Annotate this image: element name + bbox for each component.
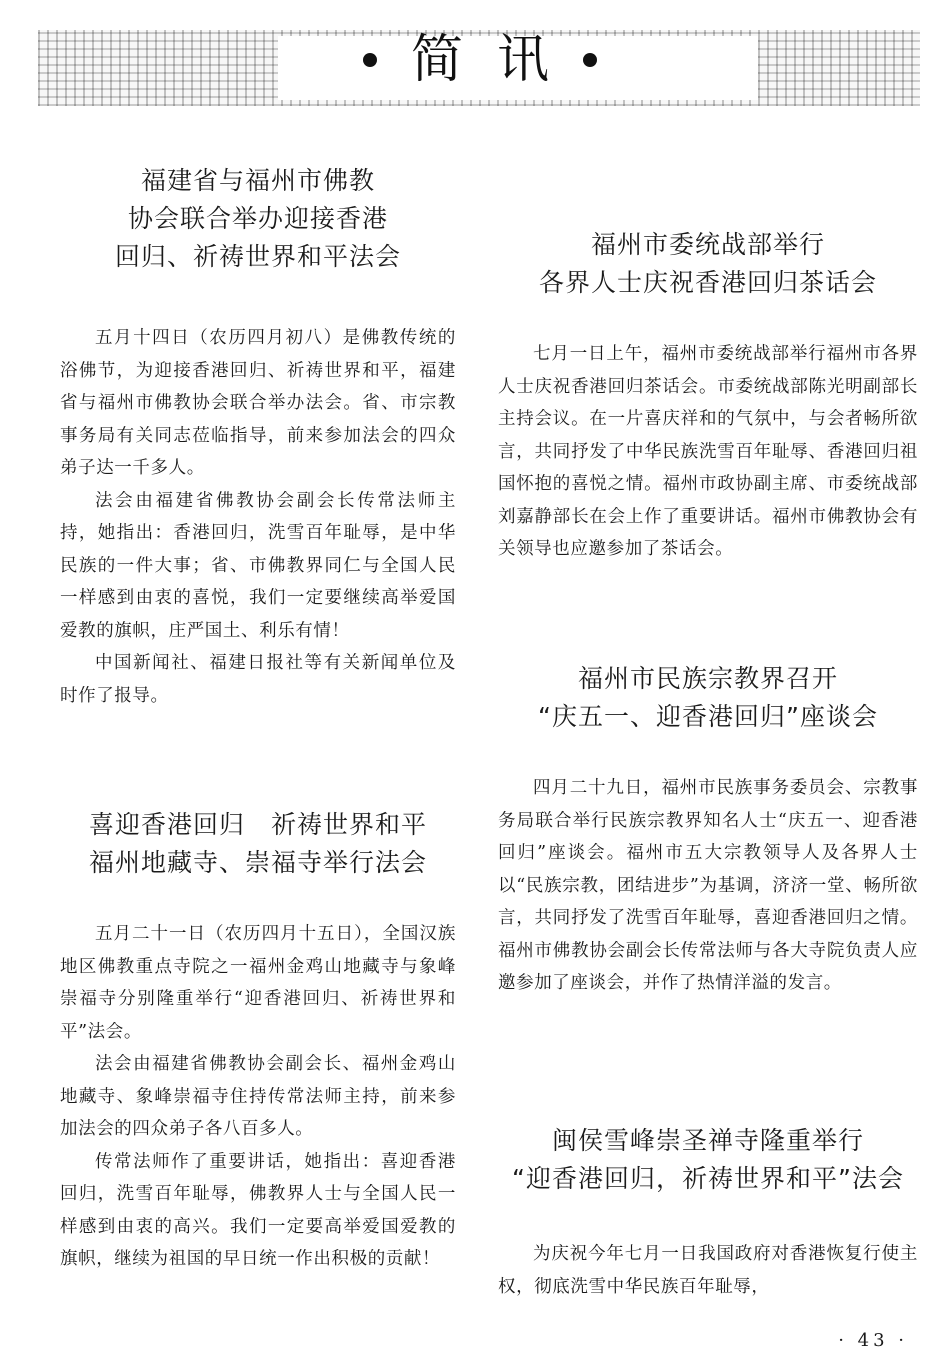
title-line: 闽侯雪峰崇圣禅寺隆重举行 — [551, 1126, 864, 1155]
title-line: “庆五一、迎香港回归”座谈会 — [538, 702, 878, 731]
title-line: 福建省与福州市佛教 — [140, 166, 375, 195]
article-body — [60, 322, 456, 712]
article-title — [498, 660, 918, 736]
article-body — [498, 338, 918, 566]
article-body — [498, 1238, 918, 1303]
paragraph: 法会由福建省佛教协会副会长、福州金鸡山地藏寺、象峰崇福寺住持传常法师主持，前来参加法会的四众弟子各八百多人。 — [60, 1054, 456, 1139]
paragraph: 四月二十九日，福州市民族事务委员会、宗教事务局联合举行民族宗教界知名人士“庆五一、迎香港回归”座谈会。福州市五大宗教领导人及各界人士以“民族宗教，团结进步”为基调，济济一堂、畅所欲言，共同抒发了洗雪百年耻辱，喜迎香港回归之情。福州市佛教协会副会长传常法师与各大寺院负责人应邀参加了座谈会，并作了热情洋溢的发言。 — [498, 778, 918, 993]
title-line: 各界人士庆祝香港回归茶话会 — [538, 268, 877, 297]
paragraph: 五月二十一日（农历四月十五日），全国汉族地区佛教重点寺院之一福州金鸡山地藏寺与象峰崇福寺分别隆重举行“迎香港回归、祈祷世界和平”法会。 — [60, 924, 456, 1042]
paragraph: 传常法师作了重要讲话，她指出：喜迎香港回归，洗雪百年耻辱，佛教界人士与全国人民一样感到由衷的高兴。我们一定要高举爱国爱教的旗帜，继续为祖国的早日统一作出积极的贡献！ — [60, 1151, 456, 1269]
title-line: “迎香港回归，祈祷世界和平”法会 — [512, 1164, 904, 1193]
section-title-char: 讯 — [497, 30, 550, 90]
page-number: · 43 · — [838, 1330, 908, 1351]
article-title — [60, 162, 456, 276]
article-title — [498, 226, 918, 302]
article-body — [498, 772, 918, 1000]
article-title — [60, 806, 456, 882]
title-line: 协会联合举办迎接香港 — [127, 204, 388, 233]
article-body — [60, 918, 456, 1276]
paragraph: 五月十四日（农历四月初八）是佛教传统的浴佛节，为迎接香港回归、祈祷世界和平，福建省与福州市佛教协会联合举办法会。省、市宗教事务局有关同志莅临指导，前来参加法会的四众弟子达一千多人。 — [60, 328, 456, 478]
title-line: 回归、祈祷世界和平法会 — [114, 242, 401, 271]
paragraph: 法会由福建省佛教协会副会长传常法师主持，她指出：香港回归，洗雪百年耻辱，是中华民族的一件大事；省、市佛教界同仁与全国人民一样感到由衷的喜悦，我们一定要继续高举爱国爱教的旗帜，庄严国土、利乐有情！ — [60, 490, 456, 641]
bullet-dot — [583, 53, 597, 67]
section-title — [250, 30, 710, 90]
bullet-dot — [363, 53, 377, 67]
title-line: 福州市委统战部举行 — [590, 230, 825, 259]
article-title — [498, 1122, 918, 1198]
title-line: 福州市民族宗教界召开 — [577, 664, 838, 693]
section-title-char: 简 — [410, 30, 463, 90]
title-line: 喜迎香港回归 祈祷世界和平 — [88, 810, 427, 839]
title-line: 福州地藏寺、崇福寺举行法会 — [88, 848, 427, 877]
paragraph: 七月一日上午，福州市委统战部举行福州市各界人士庆祝香港回归茶话会。市委统战部陈光明副部长主持会议。在一片喜庆祥和的气氛中，与会者畅所欲言，共同抒发了中华民族洗雪百年耻辱、香港回归祖国怀抱的喜悦之情。福州市政协副主席、市委统战部刘嘉静部长在会上作了重要讲话。福州市佛教协会有关领导也应邀参加了茶话会。 — [498, 344, 918, 559]
paragraph: 为庆祝今年七月一日我国政府对香港恢复行使主权，彻底洗雪中华民族百年耻辱， — [498, 1244, 918, 1297]
paragraph: 中国新闻社、福建日报社等有关新闻单位及时作了报导。 — [60, 653, 456, 706]
